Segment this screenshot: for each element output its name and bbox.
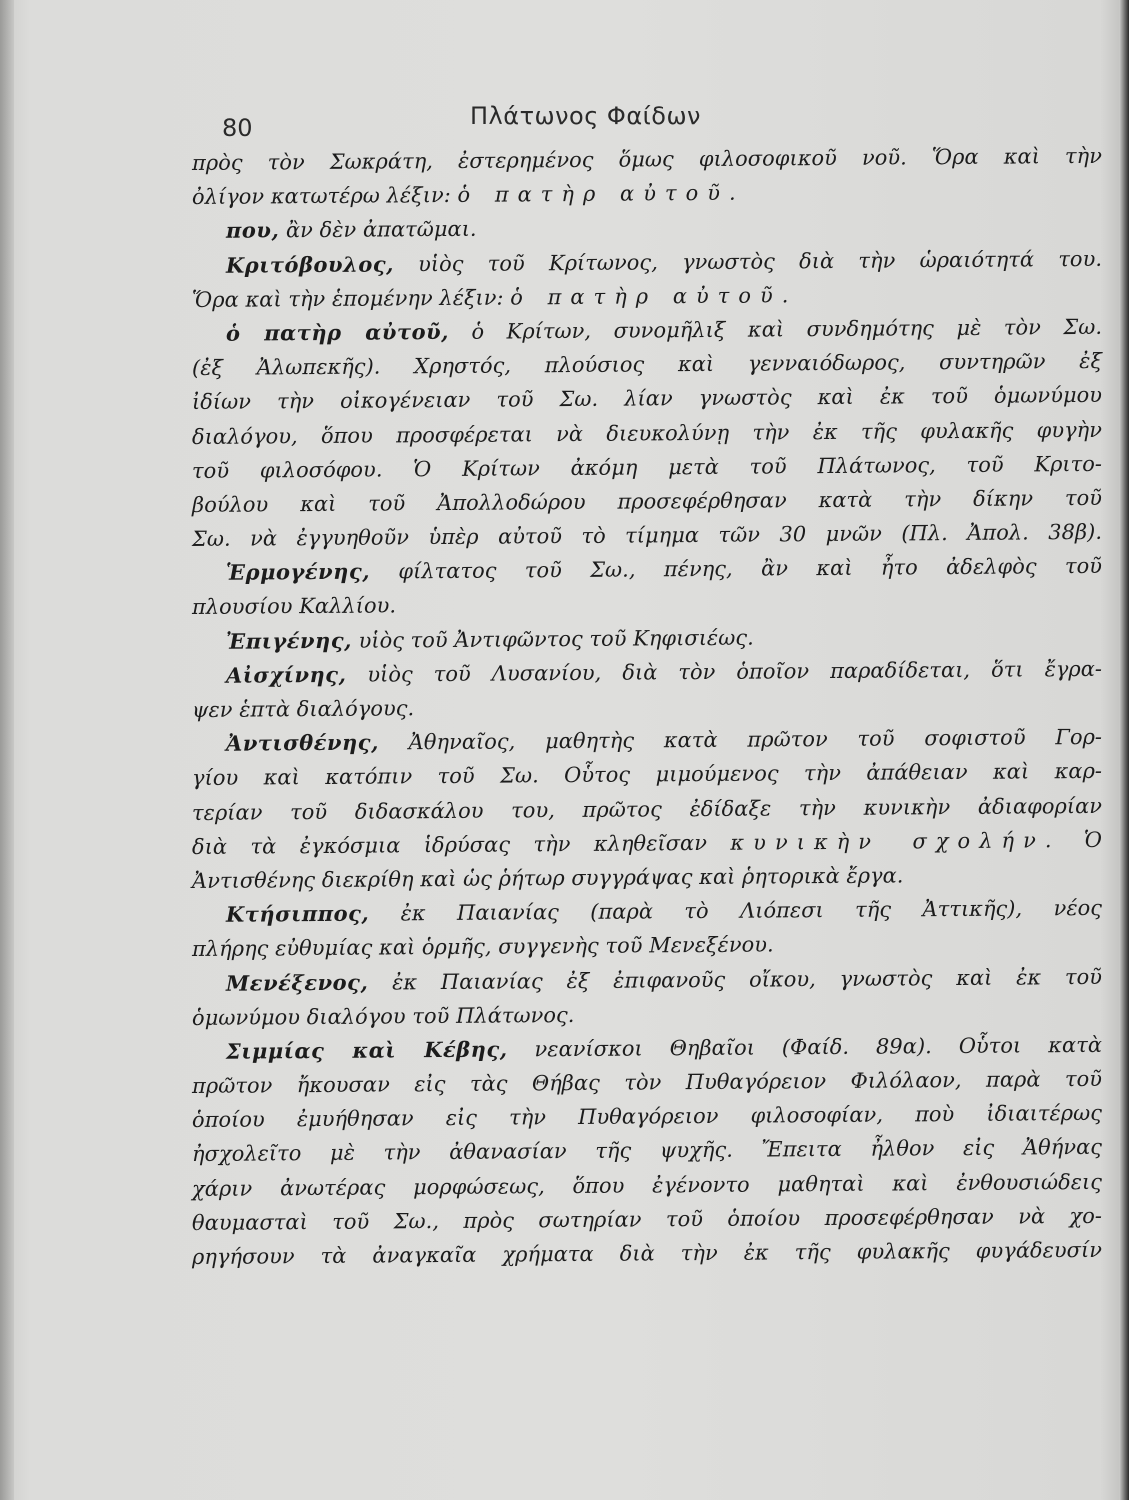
entry-term: Ἀντισθένης,: [225, 729, 379, 756]
entry-term: που,: [225, 217, 280, 244]
text-run: ἐκ Παιανίας ἐξ ἐπιφανοῦς οἴκου, γνωστὸς καὶ ἐκ τοῦ: [368, 964, 1103, 995]
text-run: Ὅρα καὶ τὴν ἑπομένην λέξιν:: [191, 285, 511, 312]
text-run: ἰδίων τὴν οἰκογένειαν τοῦ Σω. λίαν γνωστὸς καὶ ἐκ τοῦ ὁμωνύμου: [191, 383, 1103, 415]
page-header: [0, 98, 1129, 142]
entry-term: Σιμμίας καὶ Κέβης,: [225, 1036, 508, 1064]
entry-term: Ἐπιγένης,: [225, 627, 352, 654]
text-run: βούλου καὶ τοῦ Ἀπολλοδώρου προσεφέρθησαν κατὰ τὴν δίκην τοῦ: [191, 485, 1103, 517]
text-run: πρῶτον ἤκουσαν εἰς τὰς Θήβας τὸν Πυθαγόρειον Φιλόλαον, παρὰ τοῦ: [191, 1066, 1103, 1099]
text-run: υἱὸς τοῦ Ἀντιφῶντος τοῦ Κηφισιέως.: [351, 625, 754, 653]
entry-term: ὁ πατὴρ αὐτοῦ,: [225, 318, 450, 346]
text-run: ρηγήσουν τὰ ἀναγκαῖα χρήματα διὰ τὴν ἐκ τῆς φυλακῆς φυγάδευσίν: [191, 1237, 1103, 1269]
text-run: ὁ πατὴρ αὐτοῦ.: [510, 282, 798, 310]
text-run: Ἀθηναῖος, μαθητὴς κατὰ πρῶτον τοῦ σοφιστοῦ Γορ-: [378, 725, 1103, 755]
entry-term: Αἰσχίνης,: [225, 661, 347, 688]
text-run: ὁμωνύμου διαλόγου τοῦ Πλάτωνος.: [191, 1002, 575, 1030]
text-run: πρὸς τὸν Σωκράτη, ἐστερημένος ὅμως φιλοσοφικοῦ νοῦ. Ὅρα καὶ τὴν: [191, 143, 1103, 175]
text-run: διὰ τὰ ἐγκόσμια ἱδρύσας τὴν κληθεῖσαν: [191, 830, 731, 859]
text-run: ἠσχολεῖτο μὲ τὴν ἀθανασίαν τῆς ψυχῆς. Ἔπειτα ἦλθον εἰς Ἀθήνας: [191, 1135, 1103, 1167]
text-run: υἱὸς τοῦ Λυσανίου, διὰ τὸν ὁποῖον παραδίδεται, ὅτι ἔγρα-: [346, 656, 1103, 687]
text-run: ἂν δὲν ἀπατῶμαι.: [279, 217, 477, 243]
text-line: [192, 1233, 1102, 1274]
text-run: θαυμασταὶ τοῦ Σω., πρὸς σωτηρίαν τοῦ ὁποίου προσεφέρθησαν νὰ χο-: [191, 1203, 1103, 1235]
text-run: φίλτατος τοῦ Σω., πένης, ἂν καὶ ἦτο ἀδελφὸς τοῦ: [369, 554, 1103, 584]
text-run: χάριν ἀνωτέρας μορφώσεως, ὅπου ἐγένοντο μαθηταὶ καὶ ἐνθουσιώδεις: [191, 1169, 1103, 1201]
text-run: Ὁ: [1060, 827, 1103, 852]
commentary-text: [191, 143, 1103, 1274]
text-run: ὀλίγον κατωτέρω λέξιν:: [191, 183, 458, 210]
entry-term: Μενέξενος,: [225, 969, 369, 996]
text-run: (ἐξ Ἀλωπεκῆς). Χρηστός, πλούσιος καὶ γενναιόδωρος, συντηρῶν ἐξ: [191, 348, 1103, 381]
page-left-edge: [0, 0, 14, 1500]
text-run: πλουσίου Καλλίου.: [191, 593, 397, 620]
text-run: Ἀντισθένης διεκρίθη καὶ ὡς ῥήτωρ συγγράψας καὶ ῥητορικὰ ἔργα.: [191, 863, 904, 893]
text-run: διαλόγου, ὅπου προσφέρεται νὰ διευκολύνῃ τὴν ἐκ τῆς φυλακῆς φυγὴν: [191, 417, 1103, 449]
text-run: νεανίσκοι Θηβαῖοι (Φαίδ. 89α). Οὗτοι κατὰ: [507, 1032, 1103, 1062]
entry-term: Ἑρμογένης,: [225, 558, 371, 585]
text-run: ψεν ἑπτὰ διαλόγους.: [191, 696, 415, 722]
text-run: ὁ Κρίτων, συνομῆλιξ καὶ συνδημότης μὲ τὸν Σω.: [448, 314, 1103, 344]
text-run: ὁποίου ἐμυήθησαν εἰς τὴν Πυθαγόρειον φιλοσοφίαν, ποὺ ἰδιαιτέρως: [191, 1101, 1103, 1133]
entry-term: Κτήσιππος,: [225, 900, 370, 927]
text-run: γίου καὶ κατόπιν τοῦ Σω. Οὗτος μιμούμενος τὴν ἀπάθειαν καὶ καρ-: [191, 759, 1103, 791]
running-title: Πλάτωνος Φαίδων: [470, 102, 701, 130]
text-run: ὁ πατὴρ αὐτοῦ.: [457, 180, 745, 208]
text-run: τερίαν τοῦ διδασκάλου του, πρῶτος ἐδίδαξε τὴν κυνικὴν ἀδιαφορίαν: [191, 793, 1103, 825]
text-run: υἱὸς τοῦ Κρίτωνος, γνωστὸς διὰ τὴν ὡραιότητά του.: [393, 246, 1103, 276]
entry-term: Κριτόβουλος,: [225, 250, 394, 278]
text-run: τοῦ φιλοσόφου. Ὁ Κρίτων ἀκόμη μετὰ τοῦ Πλάτωνος, τοῦ Κριτο-: [191, 451, 1103, 483]
text-run: ἐκ Παιανίας (παρὰ τὸ Λιόπεσι τῆς Ἀττικῆς), νέος: [369, 895, 1103, 926]
text-run: κυνικὴν σχολήν.: [730, 827, 1061, 855]
page-number: 80: [222, 114, 253, 142]
text-run: πλήρης εὐθυμίας καὶ ὁρμῆς, συγγενὴς τοῦ Μενεξένου.: [191, 932, 774, 962]
page-right-edge: [1119, 0, 1129, 1500]
text-run: Σω. νὰ ἐγγυηθοῦν ὑπὲρ αὐτοῦ τὸ τίμημα τῶν 30 μνῶν (Πλ. Ἀπολ. 38β).: [191, 519, 1103, 552]
